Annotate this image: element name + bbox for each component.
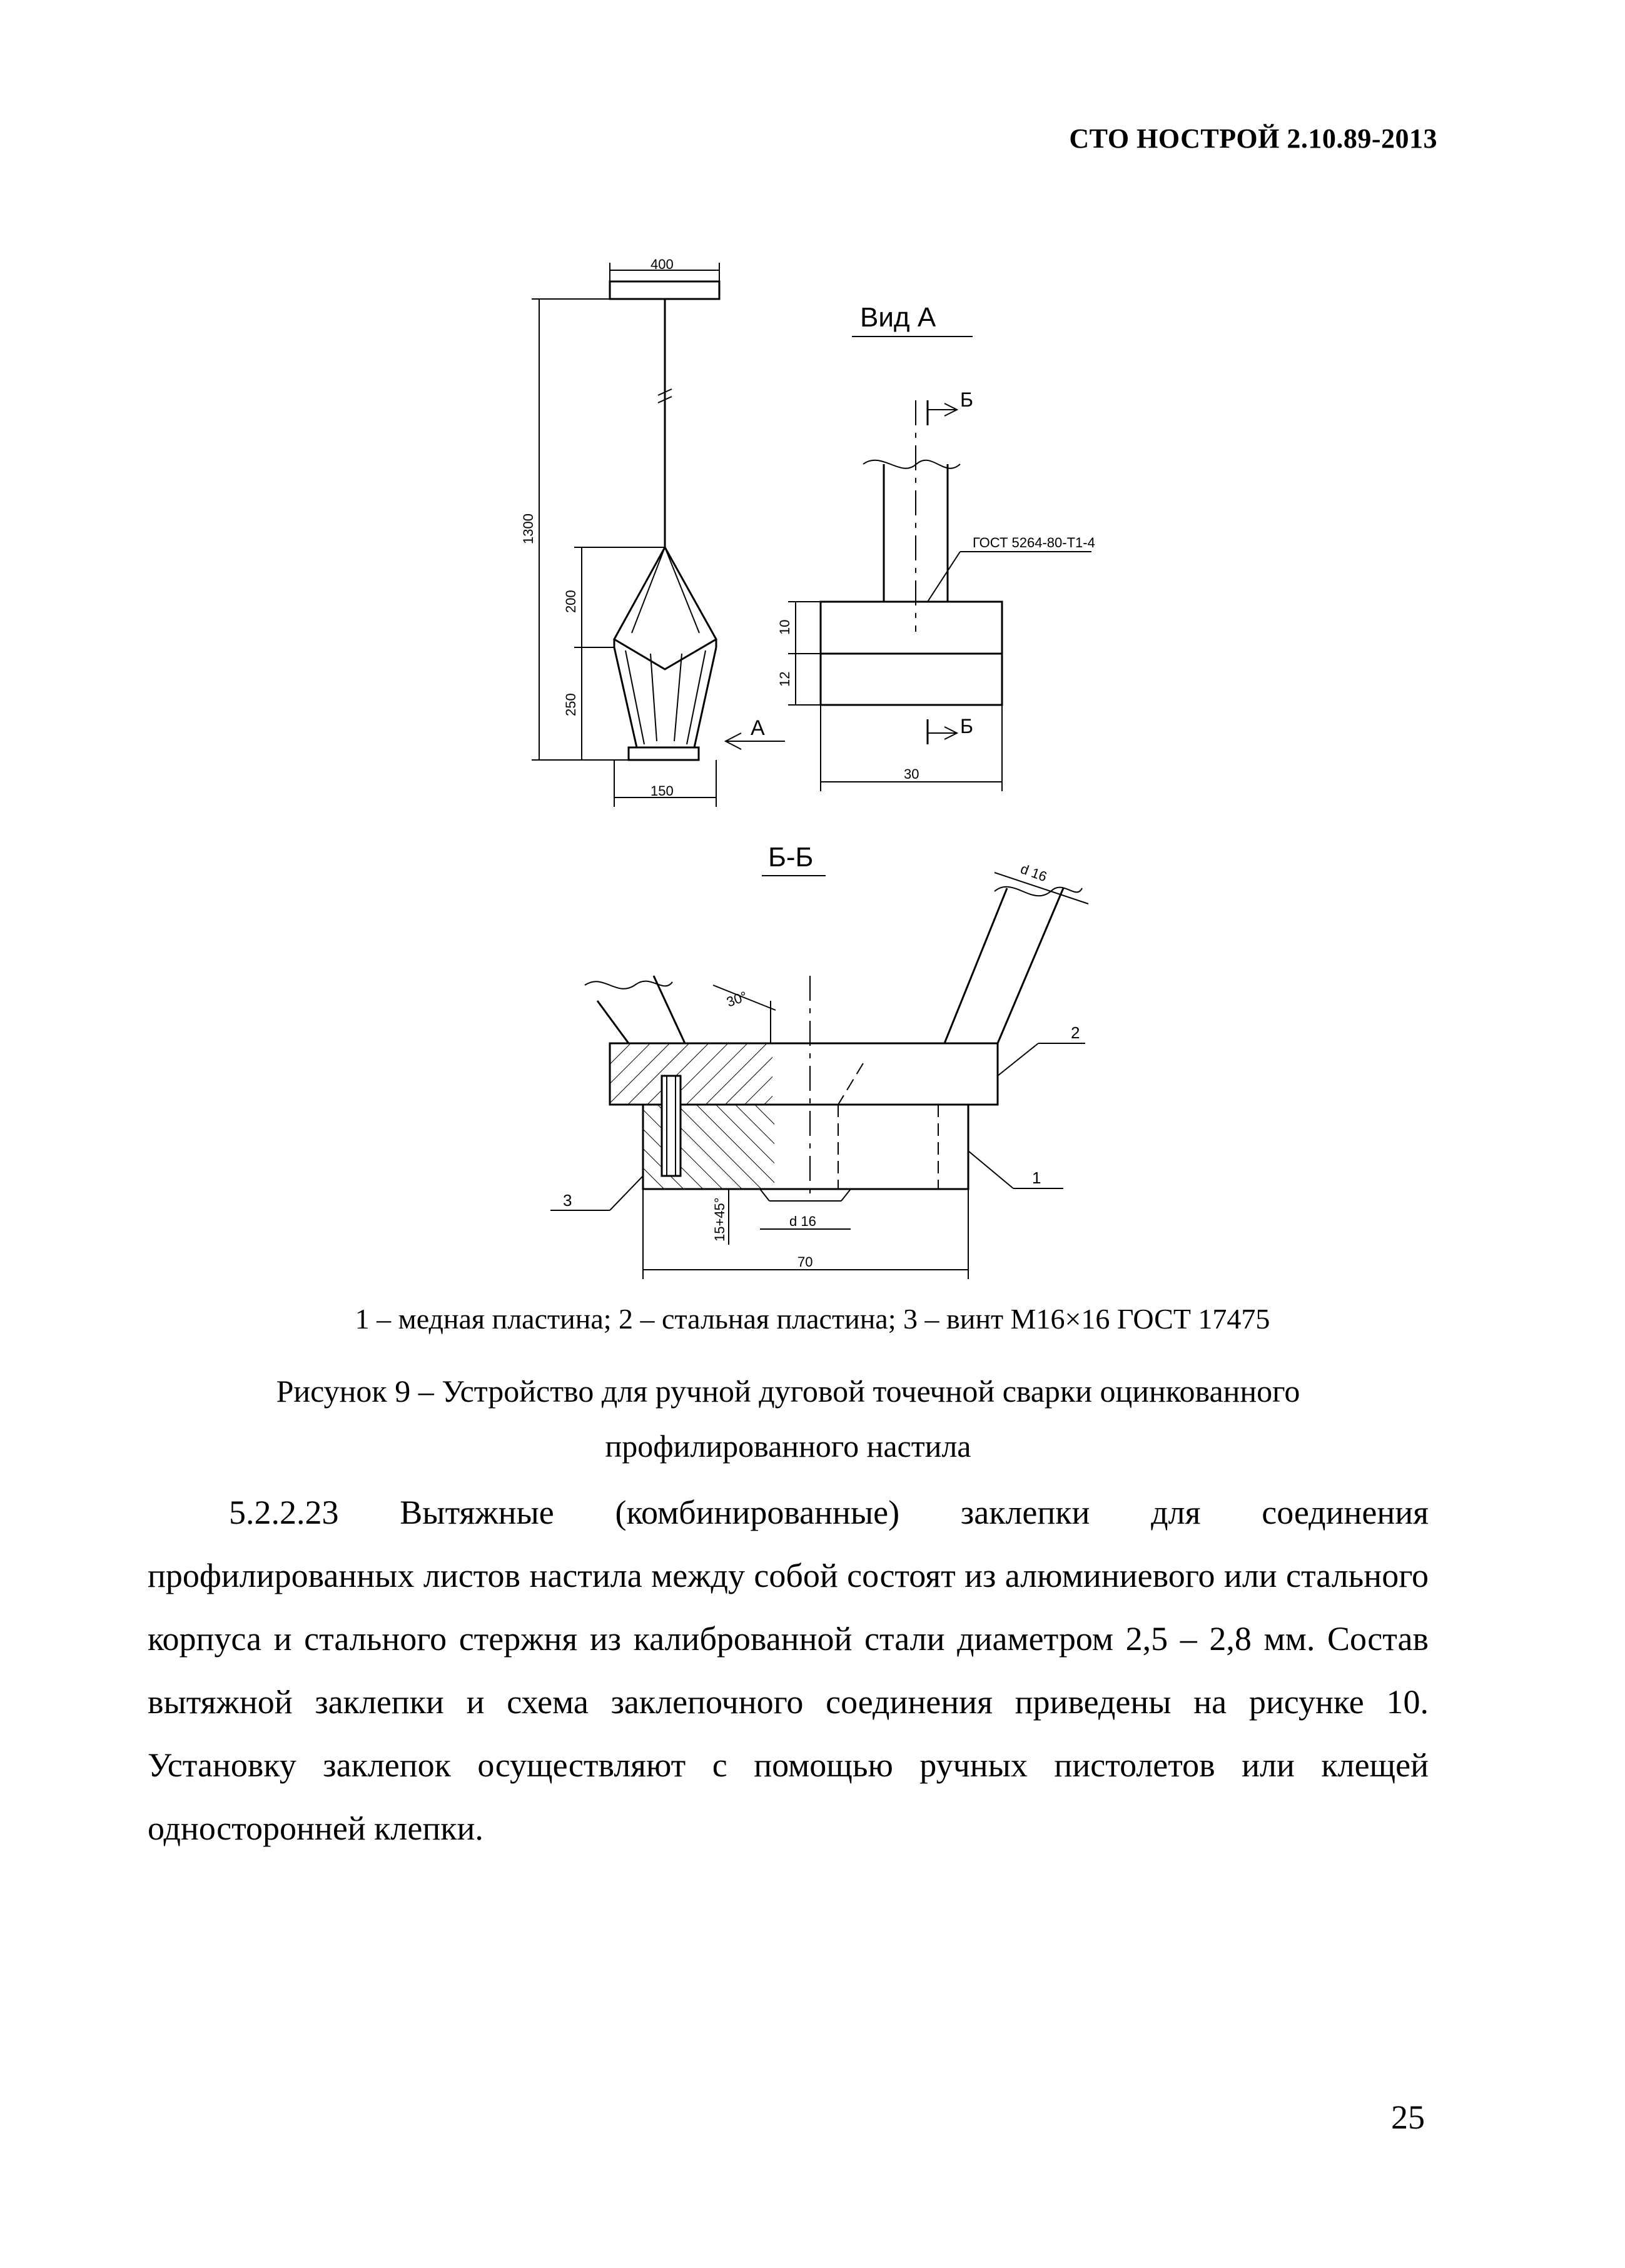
dim-angle: 30° <box>724 988 749 1010</box>
dim-400: 400 <box>651 256 674 272</box>
section-b-b <box>550 873 1088 1279</box>
dim-hole-diameter: d 16 <box>789 1213 816 1229</box>
dim-150: 150 <box>651 783 674 799</box>
document-code-header: СТО НОСТРОЙ 2.10.89-2013 <box>1069 123 1437 154</box>
figure-legend: 1 – медная пластина; 2 – стальная пластина; 3 – винт М16×16 ГОСТ 17475 <box>355 1303 1270 1335</box>
dim-70: 70 <box>797 1254 813 1270</box>
gost-weld-label: ГОСТ 5264-80-Т1-4 <box>973 535 1095 550</box>
callout-2: 2 <box>1071 1023 1080 1042</box>
top-handle-plate <box>610 281 719 299</box>
page-number: 25 <box>1391 2098 1425 2136</box>
callout-3: 3 <box>563 1191 572 1210</box>
caption-line-2: профилированного настила <box>605 1429 971 1464</box>
view-a <box>788 337 1091 791</box>
section-mark-top: Б <box>960 388 973 411</box>
side-view <box>532 263 785 807</box>
arrow-a-label: А <box>751 716 765 740</box>
caption-line-1: Рисунок 9 – Устройство для ручной дуговой точечной сварки оцинкованного <box>276 1374 1300 1409</box>
body-paragraph <box>148 1481 1429 1860</box>
section-title: Б-Б <box>768 842 814 873</box>
dim-200: 200 <box>563 590 579 613</box>
dim-250: 250 <box>563 693 579 716</box>
section-mark-bottom: Б <box>960 715 973 737</box>
dim-12: 12 <box>777 671 792 687</box>
base-plate <box>629 747 699 760</box>
paragraph-5-2-2-23: 5.2.2.23 Вытяжные (комбинированные) заклепки для соединения профилированных листов настила между собой состоят из алюминиевого или стального корпуса и стального стержня из калиброванной стали диаметром 2,5 – 2,8 мм. Состав вытяжной заклепки и схема заклепочного соединения приведены на рисунке 10. Установку заклепок осуществляют с помощью ручных пистолетов или клещей односторонней клепки. <box>148 1494 1429 1847</box>
dim-chamfer: 15+45° <box>712 1197 727 1242</box>
dim-rod-diameter: d 16 <box>1018 861 1050 885</box>
callout-1: 1 <box>1032 1168 1041 1187</box>
dim-1300: 1300 <box>520 514 536 544</box>
dim-30: 30 <box>904 766 919 782</box>
figure-caption <box>225 1364 1351 1474</box>
dim-10: 10 <box>777 619 792 635</box>
view-a-title: Вид А <box>860 302 936 333</box>
